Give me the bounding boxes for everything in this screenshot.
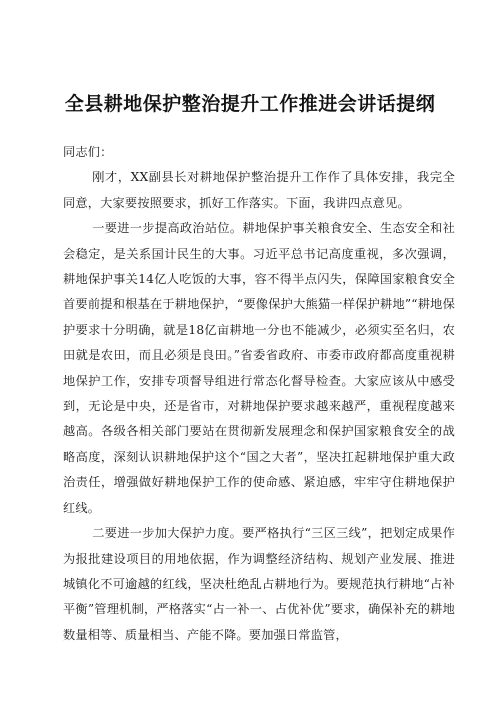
paragraph-intro: 刚才，XX副县长对耕地保护整治提升工作作了具体安排，我完全同意，大家要按照要求，抓好工作落实。下面，我讲四点意见。 — [63, 170, 455, 210]
salutation: 同志们： — [63, 145, 113, 159]
document-body — [63, 140, 455, 648]
document-title: 全县耕地保护整治提升工作推进会讲话提纲 — [64, 93, 436, 115]
paragraph-point-one: 一要进一步提高政治站位。耕地保护事关粮食安全、生态安全和社会稳定，是关系国计民生的大事。习近平总书记高度重视，多次强调，耕地保护事关14亿人吃饭的大事，容不得半点闪失，保障国家粮食安全首要前提和根基在于耕地保护，“要像保护大熊猫一样保护耕地”“耕地保护要求十分明确，就是18亿亩耕地一分也不能减少，必须实至名归，农田就是农田，而且必须是良田。”省委省政府、市委市政府都高度重视耕地保护工作，安排专项督导组进行常态化督导检查。大家应该从中感受到，无论是中央，还是省市，对耕地保护要求越来越严，重视程度越来越高。各级各相关部门要站在贯彻新发展理念和保护国家粮食安全的战略高度，深刻认识耕地保护这个“国之大者”，坚决扛起耕地保护重大政治责任，增强做好耕地保护工作的使命感、紧迫感，牢牢守住耕地保护红线。 — [63, 221, 455, 515]
paragraph-point-two: 二要进一步加大保护力度。要严格执行“三区三线”，把划定成果作为报批建设项目的用地依据，作为调整经济结构、规划产业发展、推进城镇化不可逾越的红线，坚决杜绝乱占耕地行为。要规范执行耕地“占补平衡”管理机制，严格落实“占一补一、占优补优”要求，确保补充的耕地数量相等、质量相当、产能不降。要加强日常监管， — [63, 526, 455, 642]
